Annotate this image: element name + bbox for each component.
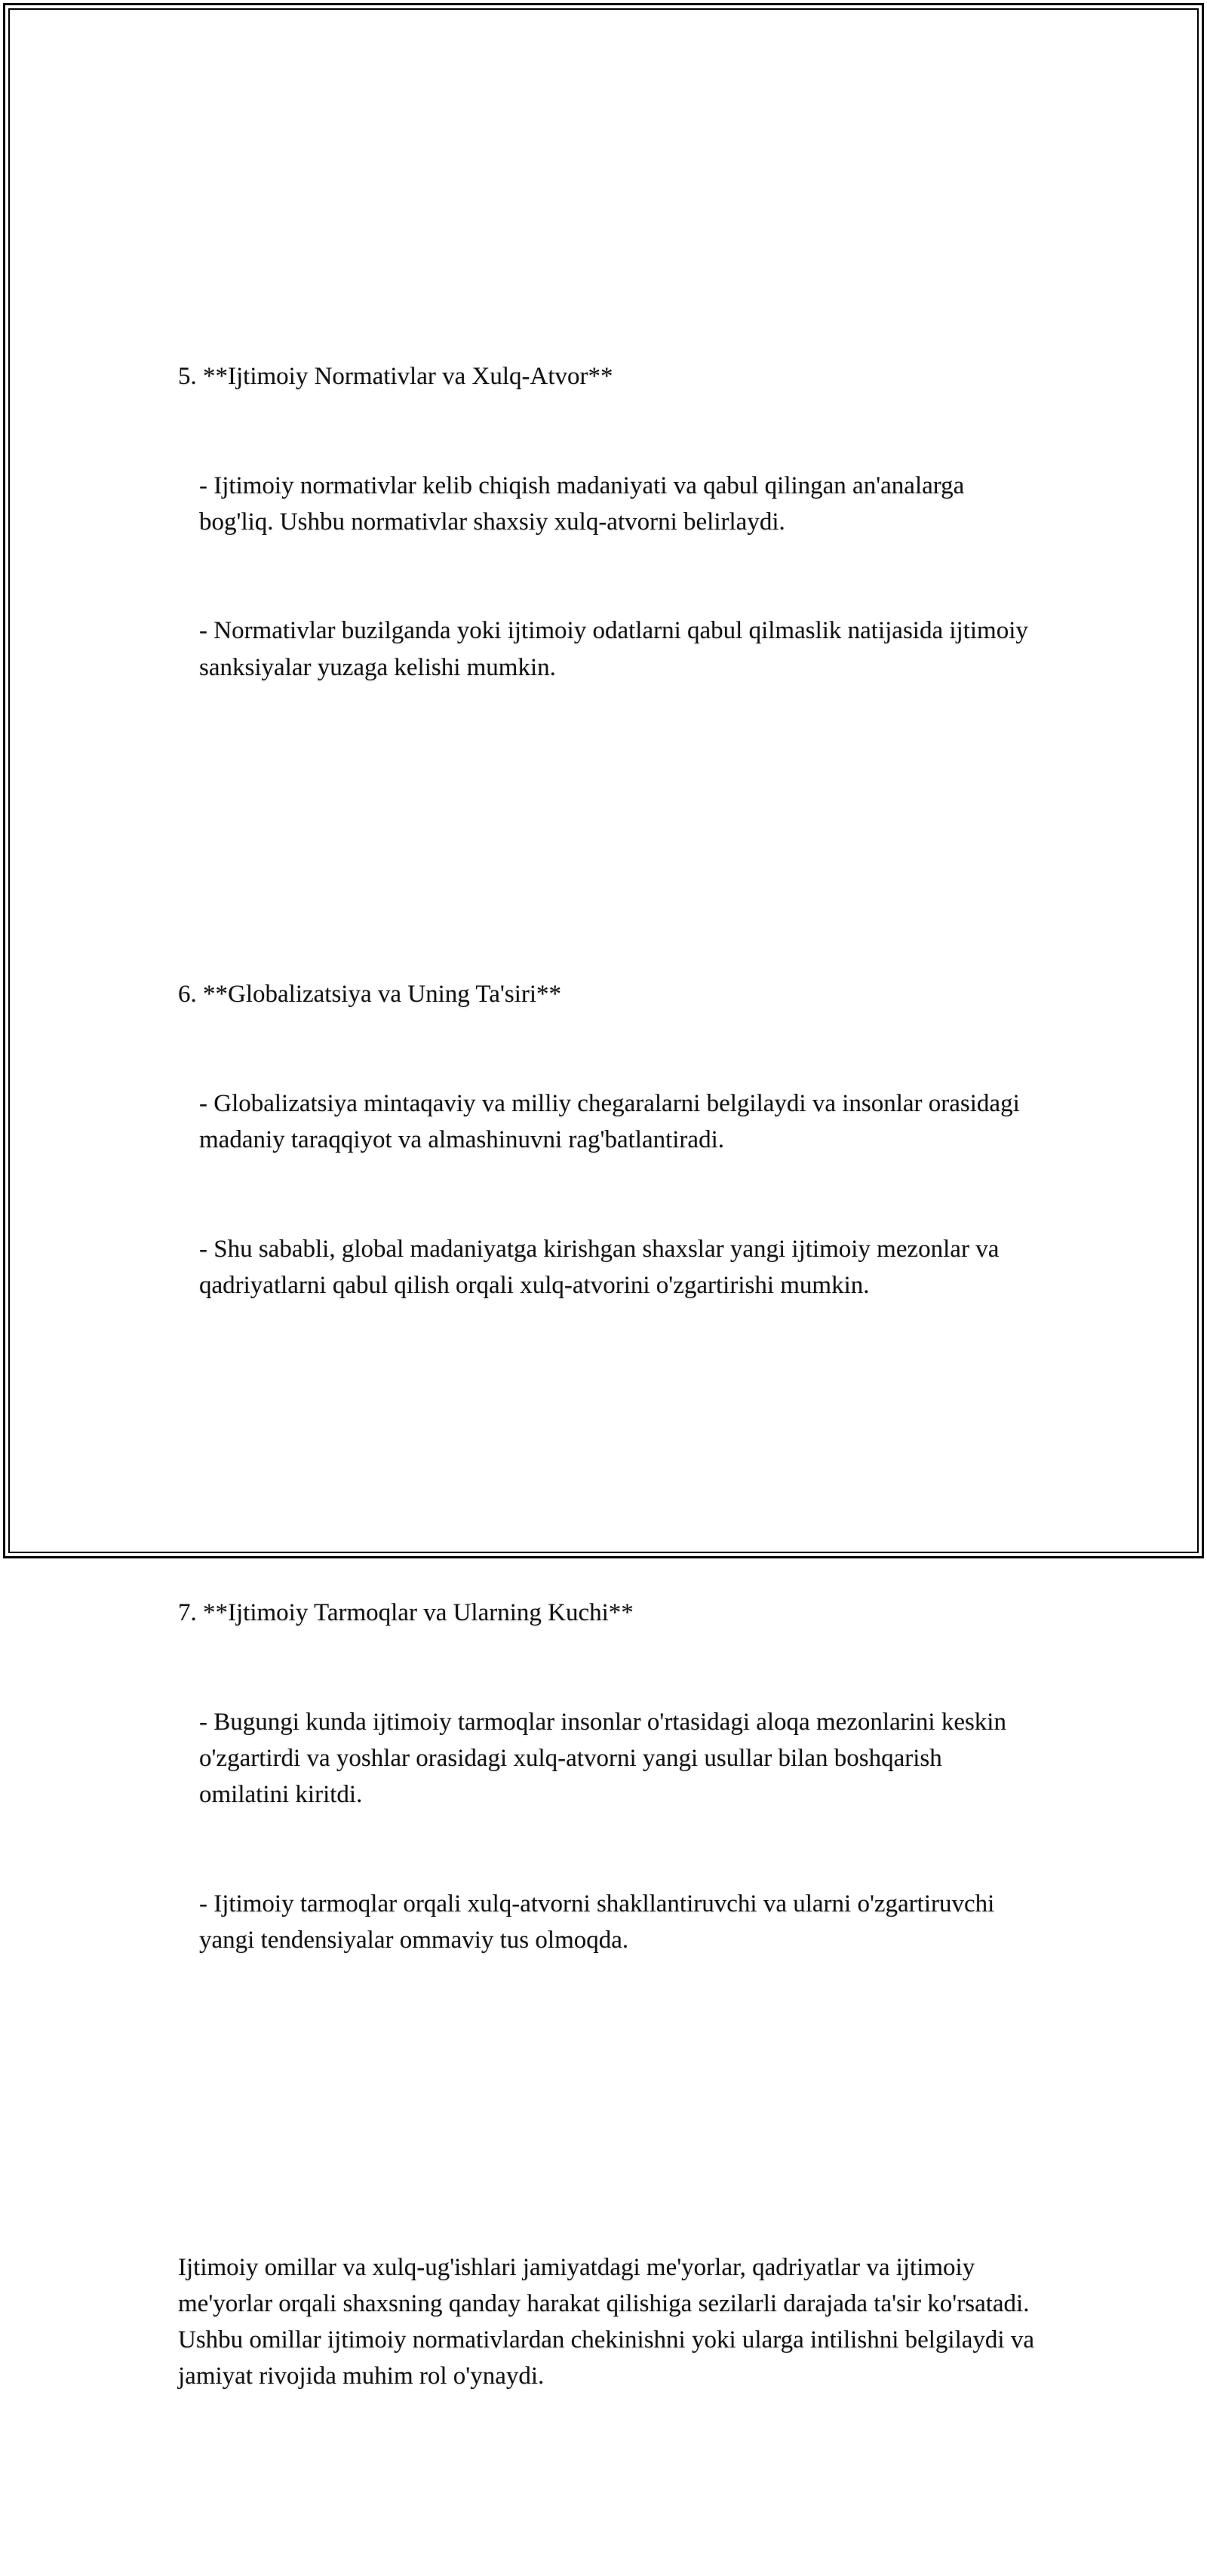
section-5 — [178, 286, 1038, 759]
section-heading: 6. **Globalizatsiya va Uning Ta'siri** — [178, 981, 562, 1009]
section-heading: 7. **Ijtimoiy Tarmoqlar va Ularning Kuchi** — [178, 1598, 634, 1626]
bullet-item: - Shu sababli, global madaniyatga kirishgan shaxslar yangi ijtimoiy mezonlar va qadriyatlarni qabul qilish orqali xulq-atvorini o'zgartirishi mumkin. — [199, 1235, 1006, 1300]
bullet-item: - Normativlar buzilganda yoki ijtimoiy odatlarni qabul qilmaslik natijasida ijtimoiy sanksiyalar yuzaga kelishi mumkin. — [199, 617, 1035, 681]
conclusion — [178, 2176, 1041, 2467]
conclusion-paragraph: Ijtimoiy omillar va xulq-ug'ishlari jamiyatdagi me'yorlar, qadriyatlar va ijtimoiy me'yorlar orqali shaxsning qanday harakat qilishiga sezilarli darajada ta'sir ko'rsatadi. Ushbu omillar ijtimoiy normativlardan chekinishni yoki ularga intilishni belgilaydi va jamiyat rivojida muhim rol o'ynaydi. — [178, 2253, 1041, 2390]
section-7 — [178, 1521, 1038, 2031]
document-body — [178, 177, 1041, 2576]
bullet-item: - Ijtimoiy tarmoqlar orqali xulq-atvorni shakllantiruvchi va ularni o'zgartiruvchi yangi tendensiyalar ommaviy tus olmoqda. — [199, 1890, 1001, 1954]
section-6 — [178, 904, 1038, 1377]
bullet-item: - Globalizatsiya mintaqaviy va milliy chegaralarni belgilaydi va insonlar orasidagi madaniy taraqqiyot va almashinuvni rag'batlantiradi. — [199, 1090, 1026, 1154]
section-heading: 5. **Ijtimoiy Normativlar va Xulq-Atvor** — [178, 363, 613, 391]
bullet-item: - Bugungi kunda ijtimoiy tarmoqlar insonlar o'rtasidagi aloqa mezonlarini keskin o'zgartirdi va yoshlar orasidagi xulq-atvorni yangi usullar bilan boshqarish omilatini kiritdi. — [199, 1708, 1013, 1808]
bullet-item: - Ijtimoiy normativlar kelib chiqish madaniyati va qabul qilingan an'analarga bog'liq. Ushbu normativlar shaxsiy xulq-atvorni belirlaydi. — [199, 471, 971, 536]
